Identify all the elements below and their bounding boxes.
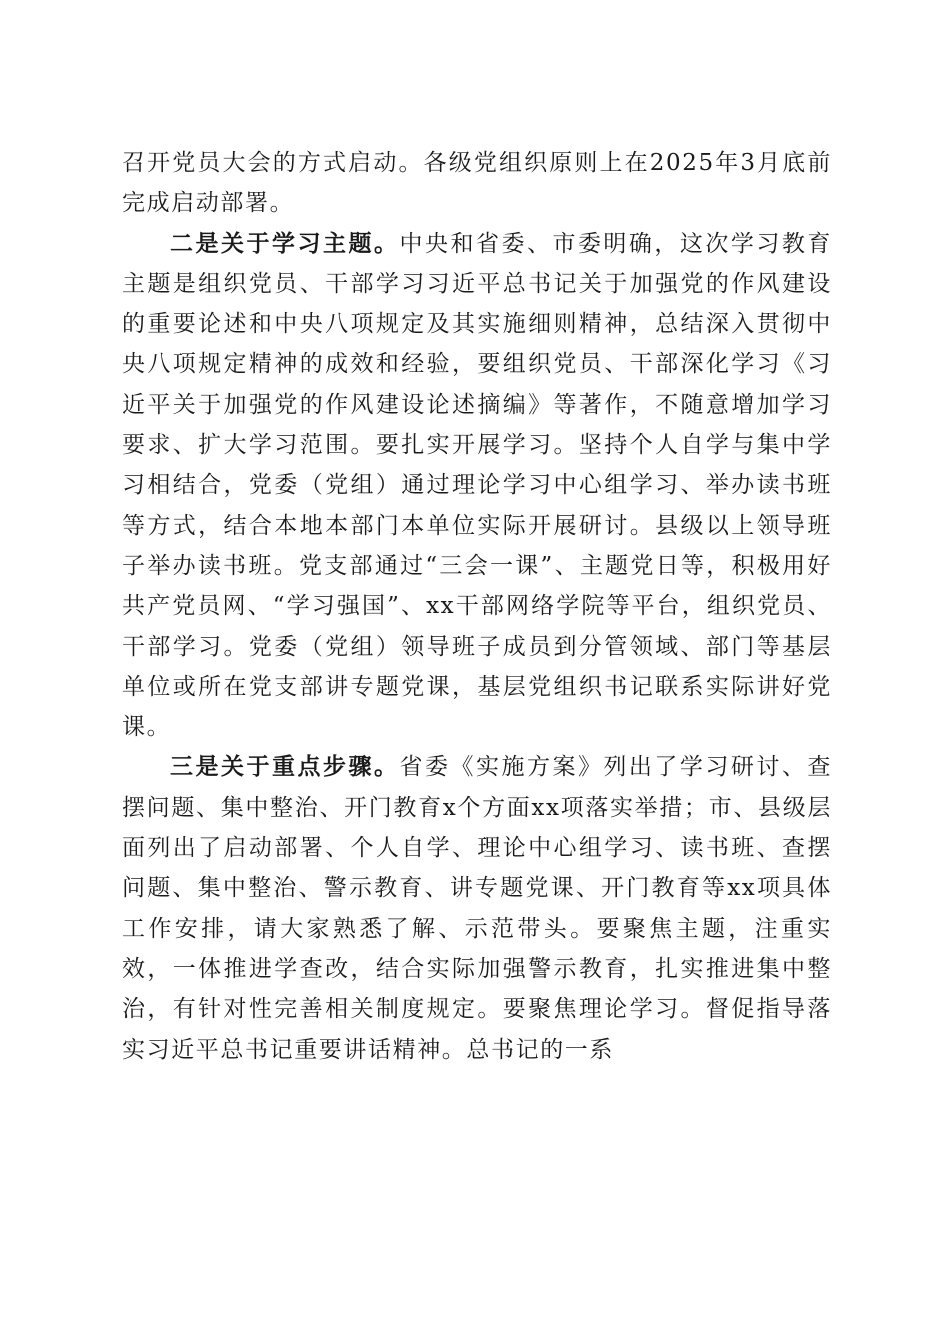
paragraph-3-lead: 三是关于重点步骤。 [170, 753, 400, 781]
document-body [122, 143, 832, 1070]
paragraph-3 [122, 747, 832, 1069]
paragraph-2 [122, 224, 832, 748]
paragraph-1 [122, 143, 832, 224]
paragraph-1-text: 召开党员大会的方式启动。各级党组织原则上在2025年3月底前完成启动部署。 [122, 150, 832, 217]
paragraph-2-text: 中央和省委、市委明确，这次学习教育主题是组织党员、干部学习习近平总书记关于加强党的作风建设的重要论述和中央八项规定及其实施细则精神，总结深入贯彻中央八项规定精神的成效和经验，要组织党员、干部深化学习《习近平关于加强党的作风建设论述摘编》等著作，不随意增加学习要求、扩大学习范围。要扎实开展学习。坚持个人自学与集中学习相结合，党委（党组）通过理论学习中心组学习、举办读书班等方式，结合本地本部门本单位实际开展研讨。县级以上领导班子举办读书班。党支部通过“三会一课”、主题党日等，积极用好共产党员网、“学习强国”、xx干部网络学院等平台，组织党员、干部学习。党委（党组）领导班子成员到分管领域、部门等基层单位或所在党支部讲专题党课，基层党组织书记联系实际讲好党课。 [122, 230, 832, 741]
paragraph-2-lead: 二是关于学习主题。 [170, 229, 400, 257]
paragraph-3-text: 省委《实施方案》列出了学习研讨、查摆问题、集中整治、开门教育x个方面xx项落实举措；市、县级层面列出了启动部署、个人自学、理论中心组学习、读书班、查摆问题、集中整治、警示教育、讲专题党课、开门教育等xx项具体工作安排，请大家熟悉了解、示范带头。要聚焦主题，注重实效，一体推进学查改，结合实际加强警示教育，扎实推进集中整治，有针对性完善相关制度规定。要聚焦理论学习。督促指导落实习近平总书记重要讲话精神。总书记的一系 [122, 754, 832, 1063]
